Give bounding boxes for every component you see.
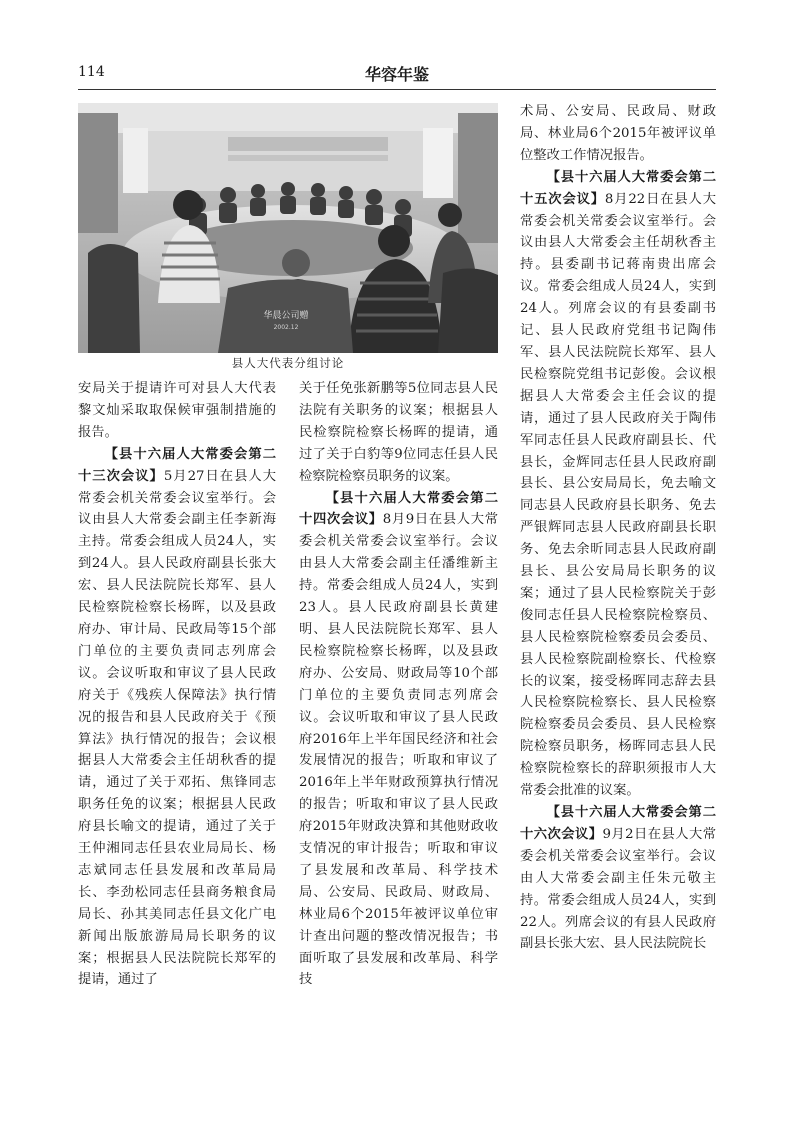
meeting-photo: [78, 103, 498, 353]
header-rule: [78, 89, 716, 90]
section-heading: 【县十六届人大常委会第二十四次会议】: [299, 490, 498, 528]
paragraph-body: 8月22日在县人大常委会机关常委会议室举行。会议由县人大常委会主任胡秋香主持。县委副书记蒋南贵出席会议。常委会组成人员24人，实到24人。列席会议的有县委副书记、县人民政府党组书记陶伟军、县人民法院院长郑军、县人民检察院党组书记彭俊。会议根据县人大常委会主任会议的提请，通过了县人民政府关于陶伟军同志任县人民政府副县长、代县长，金辉同志任县人民政府副县长、县公安局局长，免去喻文同志县人民政府县长职务、免去严银辉同志县人民政府副县长职务、免去余昕同志县人民政府副县长、县公安局局长职务的议案；通过了县人民检察院关于彭俊同志任县人民检察院检察员、县人民检察院检察委员会委员、县人民检察院副检察长、代检察长的议案，接受杨晖同志辞去县人民检察院检察长、县人民检察院检察委员会委员、县人民检察院检察员职务，杨晖同志县人民检察院检察长的辞职须报市人大常委会批准的议案。: [520, 191, 716, 799]
section-heading: 【县十六届人大常委会第二十三次会议】: [78, 446, 276, 484]
paragraph: [520, 167, 716, 802]
paragraph: 关于任免张新鹏等5位同志县人民法院有关职务的议案；根据县人民检察院检察长杨晖的提请，通过了关于白豹等9位同志任县人民检察院检察员职务的议案。: [299, 381, 498, 484]
section-heading: 【县十六届人大常委会第二十五次会议】: [520, 169, 716, 207]
paragraph: 术局、公安局、民政局、财政局、林业局6个2015年被评议单位整改工作情况报告。: [520, 104, 716, 163]
text-column-2: [299, 378, 498, 991]
page-header: [78, 64, 716, 86]
chair-date: 2002.12: [273, 324, 299, 331]
figure-caption: 县人大代表分组讨论: [231, 356, 345, 370]
paragraph-body: 9月2日在县人大常委会机关常委会议室举行。会议由人大常委会副主任朱元敬主持。常委会组成人员24人，实到22人。列席会议的有县人民政府副县长张大宏、县人民法院院长: [520, 826, 717, 952]
paragraph: [78, 444, 276, 992]
paragraph: 安局关于提请许可对县人大代表黎文灿采取取保候审强制措施的报告。: [78, 381, 276, 440]
paragraph: [520, 802, 716, 955]
section-heading: 【县十六届人大常委会第二十六次会议】: [520, 805, 716, 842]
meeting-photo-image: [78, 103, 498, 353]
text-column-1: [78, 378, 276, 991]
chair-label: 华晨公司赠: [263, 311, 309, 321]
text-column-3: [520, 101, 716, 955]
page-number: 114: [78, 64, 105, 80]
paragraph-body: 8月9日在县人大常委会机关常委会议室举行。会议由县人大常委会副主任潘维新主持。常委会组成人员24人，实到23人。县人民政府副县长黄建明、县人民法院院长郑军、县人民检察院检察长杨晖，以及县政府办、公安局、财政局等10个部门单位的主要负责同志列席会议。会议听取和审议了县人民政府2016年上半年国民经济和社会发展情况的报告；听取和审议了2016年上半年财政预算执行情况的报告；听取和审议了县人民政府2015年财政决算和其他财政收支情况的审计报告；听取和审议了县发展和改革局、科学技术局、公安局、民政局、财政局、林业局6个2015年被评议单位审计查出问题的整改情况报告；书面听取了县发展和改革局、科学技: [299, 512, 498, 988]
paragraph: [299, 488, 498, 992]
paragraph-body: 5月27日在县人大常委会机关常委会议室举行。会议由县人大常委会副主任李新海主持。常委会组成人员24人，实到24人。县人民政府副县长张大宏、县人民法院院长郑军、县人民检察院检察长杨晖，以及县政府办、审计局、民政局等15个部门单位的主要负责同志列席会议。会议听取和审议了县人民政府关于《残疾人保障法》执行情况的报告和县人民政府关于《预算法》执行情况的报告；会议根据县人大常委会主任胡秋香的提请，通过了关于邓拓、焦锋同志职务任免的议案；根据县人民政府县长喻文的提请，通过了关于王仲湘同志任县农业局局长、杨志斌同志任县发展和改革局局长、李劲松同志任县商务粮食局局长、孙其美同志任县文化广电新闻出版旅游局局长职务的议案；根据县人民法院院长郑军的提请，通过了: [78, 468, 276, 988]
running-title: 华容年鉴: [364, 65, 429, 84]
